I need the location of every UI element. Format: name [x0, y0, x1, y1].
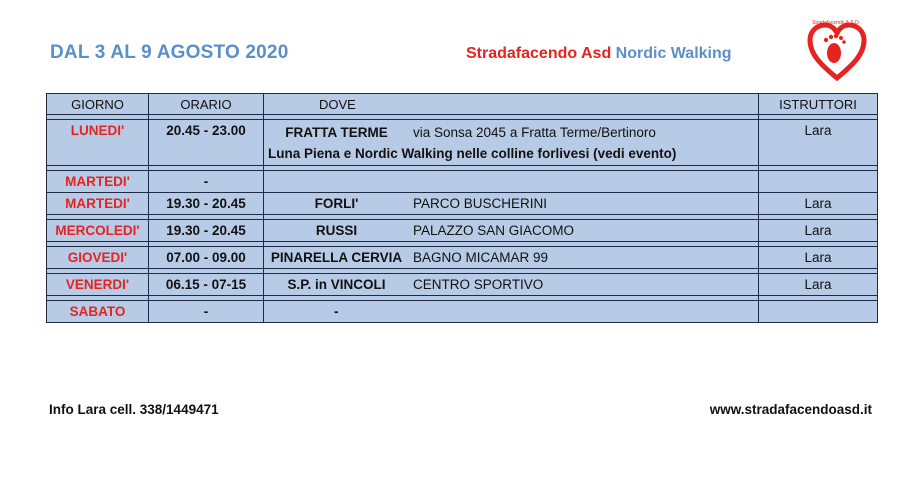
where-cell: [264, 301, 759, 323]
day-cell: MARTEDI': [47, 193, 149, 215]
time-cell: 20.45 - 23.00: [149, 120, 264, 166]
header-time: ORARIO: [149, 94, 264, 115]
table-row: [47, 274, 878, 296]
instructor-cell: Lara: [759, 247, 878, 269]
location-address: BAGNO MICAMAR 99: [413, 250, 549, 265]
where-cell: [264, 274, 759, 296]
header-where: DOVE: [264, 94, 759, 115]
time-cell: 19.30 - 20.45: [149, 193, 264, 215]
instructor-cell: [759, 301, 878, 323]
schedule-table: [46, 93, 878, 323]
where-cell: [264, 220, 759, 242]
location-address: CENTRO SPORTIVO: [413, 277, 544, 292]
event-note: Luna Piena e Nordic Walking nelle colline forlivesi (vedi evento): [268, 145, 677, 161]
time-cell: -: [149, 171, 264, 193]
day-cell: LUNEDI': [47, 120, 149, 166]
time-cell: 06.15 - 07-15: [149, 274, 264, 296]
location-name: -: [334, 304, 339, 319]
location-address: PARCO BUSCHERINI: [413, 196, 548, 211]
table-row: [47, 247, 878, 269]
table-header-row: [47, 94, 878, 115]
instructor-cell: Lara: [759, 274, 878, 296]
table-row: [47, 120, 878, 166]
instructor-cell: Lara: [759, 120, 878, 166]
where-cell: [264, 247, 759, 269]
header-instructors: ISTRUTTORI: [759, 94, 878, 115]
page-title: DAL 3 AL 9 AGOSTO 2020: [50, 42, 289, 63]
day-cell: MERCOLEDI': [47, 220, 149, 242]
where-cell: [264, 120, 759, 166]
header-day: GIORNO: [47, 94, 149, 115]
table-row: [47, 193, 878, 215]
contact-info: Info Lara cell. 338/1449471: [49, 402, 219, 417]
location-name: RUSSI: [315, 223, 358, 238]
location-name: FRATTA TERME: [285, 124, 388, 140]
day-cell: GIOVEDI': [47, 247, 149, 269]
where-cell: [264, 193, 759, 215]
location-address: PALAZZO SAN GIACOMO: [413, 223, 575, 238]
day-cell: MARTEDI': [47, 171, 149, 193]
day-cell: VENERDI': [47, 274, 149, 296]
logo-text: Stradafacendo A.S.D.: [812, 20, 861, 26]
time-cell: 19.30 - 20.45: [149, 220, 264, 242]
instructor-cell: [759, 171, 878, 193]
brand-name-red: Stradafacendo Asd: [466, 45, 612, 62]
time-cell: 07.00 - 09.00: [149, 247, 264, 269]
table-row: [47, 220, 878, 242]
location-address: via Sonsa 2045 a Fratta Terme/Bertinoro: [413, 124, 656, 140]
brand-name: [466, 45, 732, 63]
instructor-cell: Lara: [759, 193, 878, 215]
where-cell: [264, 171, 759, 193]
table-row: [47, 171, 878, 193]
heart-footprint-icon: [804, 18, 870, 84]
table-row: [47, 301, 878, 323]
time-cell: -: [149, 301, 264, 323]
day-cell: SABATO: [47, 301, 149, 323]
location-name: PINARELLA CERVIA: [270, 250, 403, 265]
brand-name-blue: Nordic Walking: [615, 45, 732, 62]
instructor-cell: Lara: [759, 220, 878, 242]
website-link[interactable]: www.stradafacendoasd.it: [709, 402, 872, 417]
location-name: FORLI': [314, 196, 359, 211]
location-name: S.P. in VINCOLI: [287, 277, 386, 292]
